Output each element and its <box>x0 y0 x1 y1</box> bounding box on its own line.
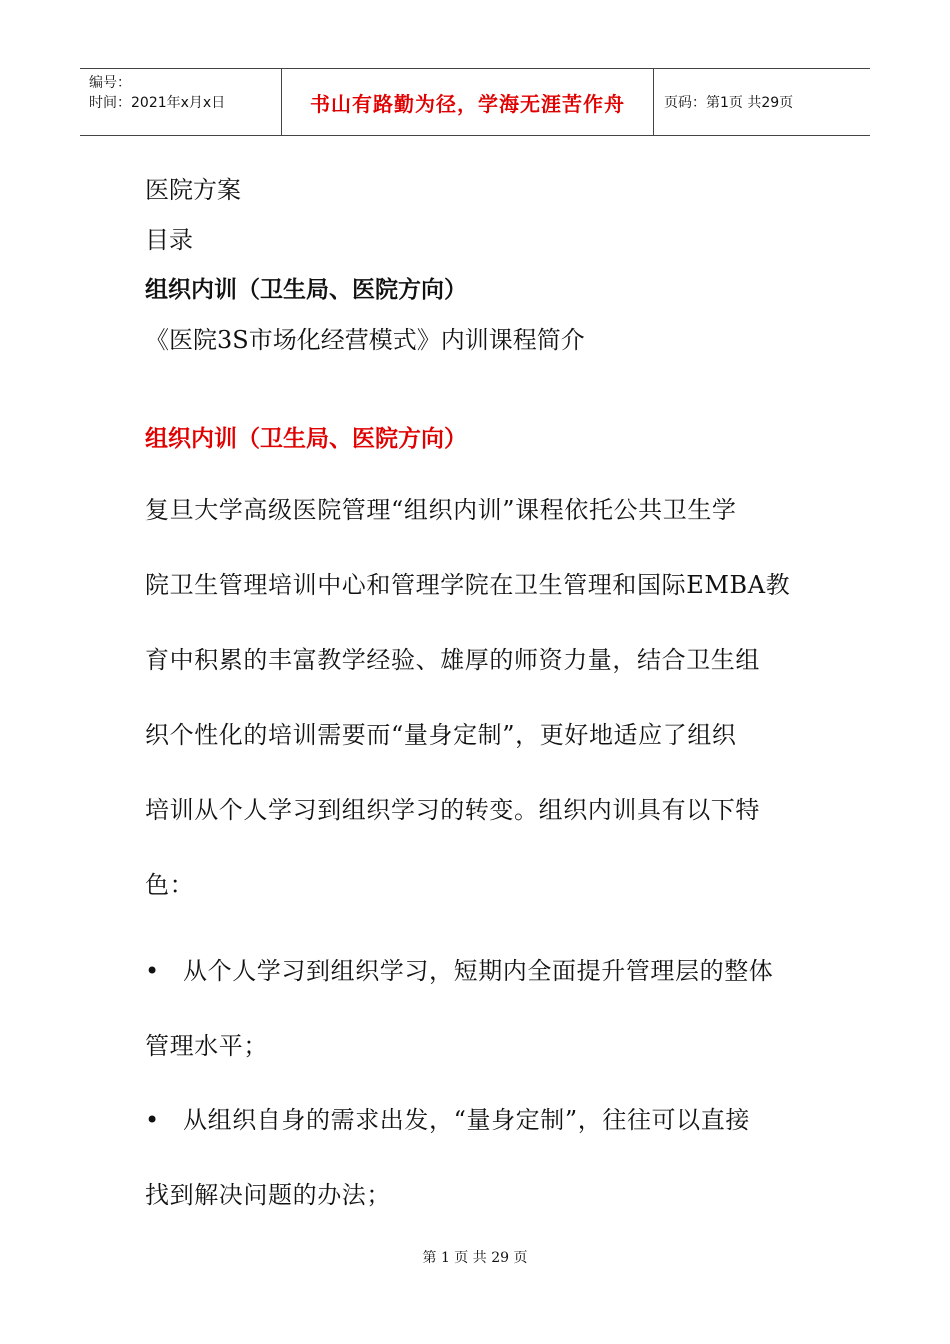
paragraph-line: 院卫生管理培训中心和管理学院在卫生管理和国际EMBA教 <box>145 571 791 599</box>
doc-number-label: 编号： <box>89 75 131 91</box>
page-footer: 第 1 页 共 29 页 <box>422 1250 528 1266</box>
header-page-info: 页码：第1页 共29页 <box>664 95 794 111</box>
bullet-continuation: 找到解决问题的办法； <box>145 1181 391 1209</box>
paragraph-line: 色： <box>145 871 195 899</box>
bullet-continuation: 管理水平； <box>145 1032 268 1060</box>
doc-date-label: 时间：2021年x月x日 <box>89 95 226 111</box>
paragraph-line: 培训从个人学习到组织学习的转变。组织内训具有以下特 <box>145 796 760 824</box>
bullet-item <box>145 951 773 986</box>
page-header <box>80 68 870 136</box>
paragraph-line: 复旦大学高级医院管理“组织内训”课程依托公共卫生学 <box>145 496 737 524</box>
header-motto: 书山有路勤为径，学海无涯苦作舟 <box>282 69 654 135</box>
toc-item-1[interactable]: 组织内训（卫生局、医院方向） <box>145 277 467 303</box>
bullet-text: 从个人学习到组织学习，短期内全面提升管理层的整体 <box>183 957 774 985</box>
toc-title: 目录 <box>145 226 193 254</box>
bullet-marker: • <box>145 957 160 985</box>
paragraph-line: 织个性化的培训需要而“量身定制”，更好地适应了组织 <box>145 721 737 749</box>
doc-title: 医院方案 <box>145 176 241 204</box>
section-heading: 组织内训（卫生局、医院方向） <box>145 426 467 452</box>
bullet-marker: • <box>145 1106 160 1134</box>
header-meta-cell <box>80 69 282 135</box>
toc-item-2[interactable]: 《医院3S市场化经营模式》内训课程简介 <box>145 326 585 354</box>
bullet-text: 从组织自身的需求出发，“量身定制”，往往可以直接 <box>183 1106 750 1134</box>
bullet-item <box>145 1100 750 1135</box>
paragraph-line: 育中积累的丰富教学经验、雄厚的师资力量，结合卫生组 <box>145 646 760 674</box>
